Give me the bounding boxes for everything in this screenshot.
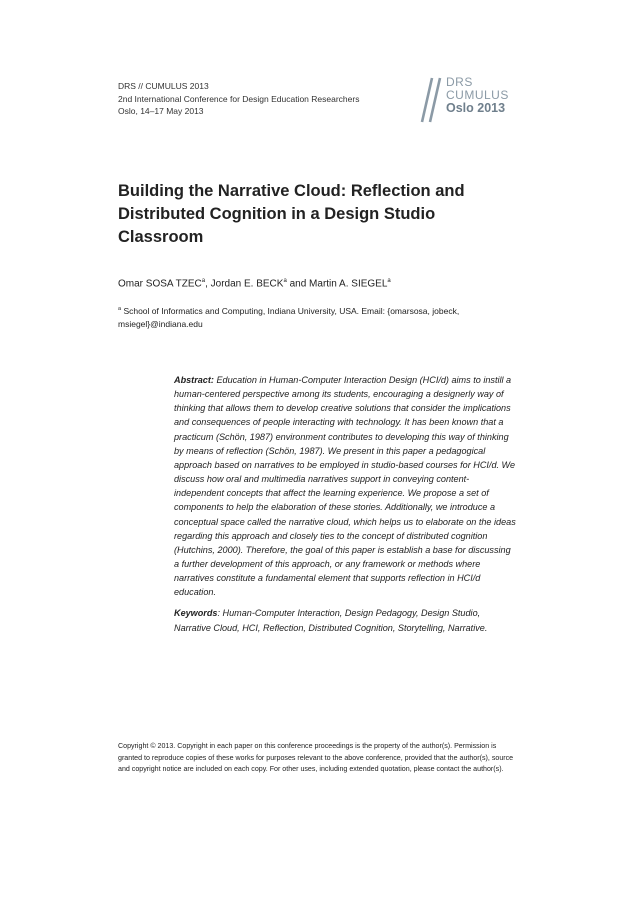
affiliation — [118, 303, 518, 332]
logo-line-drs: DRS — [446, 75, 473, 89]
keywords — [174, 606, 518, 635]
slash-logo-icon — [420, 76, 446, 124]
author-separator: , — [205, 278, 211, 290]
copyright-notice: Copyright © 2013. Copyright in each paper on this conference proceedings is the property of the author(s). Permission is granted to reproduce copies of these works for purposes relevant to the above conference, provided that the author(s), source and copyright notice are included on each copy. For other uses, including extended quotation, please contact the author(s). — [118, 742, 514, 773]
logo-line-cumulus: CUMULUS — [446, 88, 509, 102]
author-name: Jordan E. BECK — [210, 278, 284, 290]
conference-subtitle: 2nd International Conference for Design Education Researchers — [118, 93, 360, 104]
author-and: and — [286, 278, 310, 290]
abstract-text: Education in Human-Computer Interaction Design (HCI/d) aims to instill a human-centered perspective among its students, encouraging a designerly way of thinking that allows them to develop creative solutions that consider the implications and consequences of people interacting with technology. It has been known that a practicum (Schön, 1987) environment contributes to developing this way of thinking by means of reflection (Schön, 1987). We present in this paper a pedagogical approach based on narratives to be employed in studio-based courses for HCI/d. We discuss how oral and multimedia narratives support in conveying content-independent concepts that affect the learning experience. We propose a set of components to help the elaboration of these stories. Additionally, we introduce a conceptual space called the narrative cloud, which helps us to elaborate on the ideas regarding this approach and closely ties to the concept of distributed cognition (Hutchins, 2000). Therefore, the goal of this paper is establish a base for discussing a further development of this approach, or any framework or methods where narratives constitute a fundamental element that supports reflection in HCI/d education. — [174, 375, 516, 598]
conference-header — [118, 80, 359, 118]
abstract — [174, 373, 518, 600]
drs-cumulus-logo — [420, 76, 520, 124]
author-affiliation-mark: a — [387, 278, 391, 284]
logo-line-oslo: Oslo 2013 — [446, 101, 506, 115]
keywords-label: Keywords — [174, 608, 218, 618]
abstract-label: Abstract: — [174, 375, 214, 385]
conference-name: DRS // CUMULUS 2013 — [118, 81, 209, 91]
conference-date: Oslo, 14–17 May 2013 — [118, 106, 204, 116]
affiliation-text: School of Informatics and Computing, Indiana University, USA. Email: {omarsosa, jobeck, msiegel}@indiana.edu — [118, 305, 460, 330]
affiliation-mark: a — [118, 306, 122, 312]
author-name: Omar SOSA TZEC — [118, 278, 202, 290]
paper-title: Building the Narrative Cloud: Reflection and Distributed Cognition in a Design Studio Classroom — [118, 182, 465, 246]
author-name: Martin A. SIEGEL — [309, 278, 388, 290]
author-affiliation-mark: a — [283, 278, 287, 284]
keywords-text: : Human-Computer Interaction, Design Pedagogy, Design Studio, Narrative Cloud, HCI, Reflection, Distributed Cognition, Storytelling, Narrative. — [174, 608, 488, 633]
author-affiliation-mark: a — [201, 278, 206, 284]
author-list — [118, 278, 391, 289]
